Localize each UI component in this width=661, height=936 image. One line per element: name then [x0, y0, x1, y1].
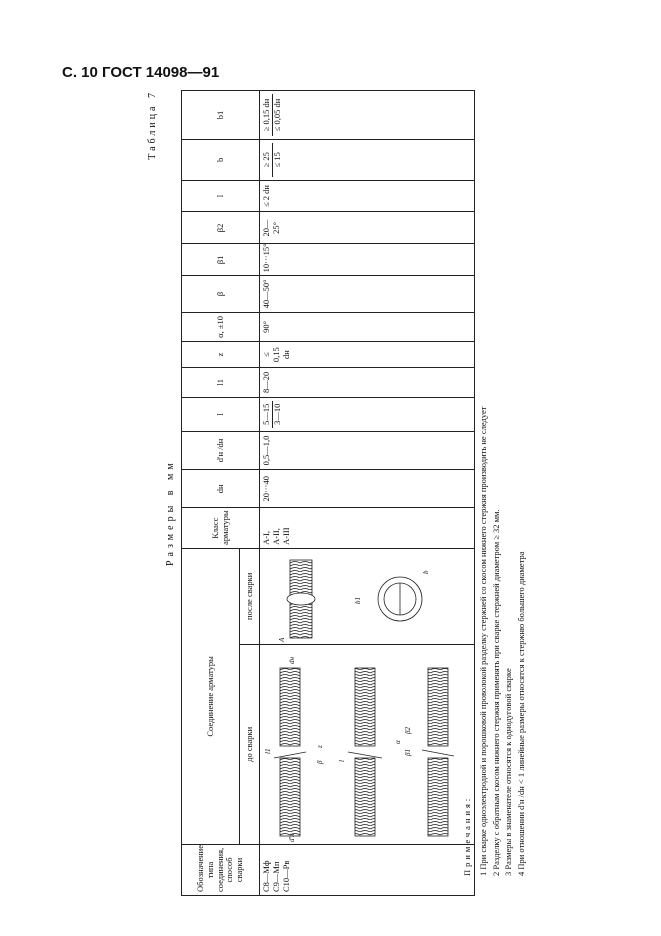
cell-b-top: ≥ 25 — [262, 143, 273, 176]
cell-l1: 8—20 — [260, 367, 475, 397]
cell-lw: ≤ 2 dн — [260, 180, 475, 212]
label-l: l — [338, 759, 346, 762]
col-alpha: α, ±10 — [182, 312, 260, 342]
col-joint: Соединение арматуры — [182, 548, 240, 844]
label-beta2: β2 — [404, 726, 412, 734]
cell-alpha: 90° — [260, 312, 475, 342]
label-z: z — [316, 745, 324, 748]
after-weld-drawing — [260, 554, 474, 644]
col-lw: l — [182, 180, 260, 212]
note-4: 4 При отношении d'н /dн < 1 линейные размеры относятся к стержню большего диаметра — [516, 551, 526, 876]
col-dn: dн — [182, 470, 260, 508]
type-rv: С10—Рв — [280, 860, 291, 892]
label-beta: β — [316, 760, 324, 764]
col-z: z — [182, 342, 260, 368]
label-dn: dн — [288, 656, 296, 664]
label-dn-prime: d'н — [288, 833, 296, 842]
col-l: l — [182, 397, 260, 431]
cell-b1 — [260, 91, 475, 140]
label-b: b — [422, 570, 430, 574]
col-designation: Обозначение типа соединения, способ сварки — [182, 844, 260, 895]
cell-beta: 40—50° — [260, 276, 475, 312]
table-label: Таблица 7 — [147, 90, 158, 160]
diagram-after — [260, 548, 475, 644]
col-beta: β — [182, 276, 260, 312]
weld-table — [181, 90, 475, 896]
col-ratio: d'н /dн — [182, 431, 260, 469]
diagram-before — [260, 644, 475, 844]
cell-l — [260, 397, 475, 431]
type-mf: С8—Мф — [261, 860, 271, 892]
cell-b — [260, 140, 475, 180]
note-3: 3 Размеры в знаменателе относятся к однодуговой сварке — [503, 668, 514, 876]
cell-l-bottom: 3—10 — [271, 403, 282, 425]
type-mp: С9—Мп — [270, 861, 281, 892]
note-1: 1 При сварке одноэлектродной и порошковой проволокой разделку стержней со скосом нижнего стержня производить не следует — [477, 406, 488, 876]
cell-b-bottom: ≤ 15 — [271, 152, 282, 168]
label-a-section: A — [278, 637, 286, 642]
col-b: b — [182, 140, 260, 180]
cell-ratio: 0,5—1,0 — [260, 431, 475, 469]
label-beta1: β1 — [404, 748, 412, 756]
col-beta2: β2 — [182, 212, 260, 244]
label-b1: b1 — [354, 596, 362, 604]
cell-dn: 20···40 — [260, 470, 475, 508]
cell-beta1: 10···15° — [260, 244, 475, 276]
page-header: С. 10 ГОСТ 14098—91 — [62, 64, 220, 81]
cell-z: ≤ 0,15 dн — [260, 342, 475, 368]
notes-title: Примечания: — [462, 795, 472, 876]
cell-l-top: 5—15 — [262, 401, 273, 428]
col-after: после сварки — [240, 548, 260, 644]
col-rebar-class: Класс арматуры — [182, 508, 260, 548]
class-a3: А-III — [280, 527, 291, 545]
label-l1: l1 — [264, 748, 272, 754]
label-alpha: α — [394, 740, 402, 744]
cell-types — [260, 844, 475, 895]
col-before: до сварки — [240, 644, 260, 844]
cell-b1-bottom: ≤ 0,05 dн — [271, 98, 282, 132]
dimensions-label: Размеры в мм — [165, 459, 176, 566]
rotated-sheet — [147, 90, 613, 896]
cell-classes — [260, 508, 475, 548]
class-a2: А-II, — [270, 528, 281, 545]
col-b1: b1 — [182, 91, 260, 140]
cell-b1-top: ≥ 0,15 dн — [262, 94, 273, 136]
cell-beta2: 20—25° — [260, 212, 475, 244]
note-2: 2 Разделку с обратным скосом нижнего стержня применять при сварке стержней диаметром ≥ 32 мм. — [490, 509, 501, 876]
class-a1: А-I, — [261, 530, 271, 545]
col-l1: l1 — [182, 367, 260, 397]
before-weld-drawing — [260, 656, 474, 844]
col-beta1: β1 — [182, 244, 260, 276]
notes — [461, 96, 528, 876]
